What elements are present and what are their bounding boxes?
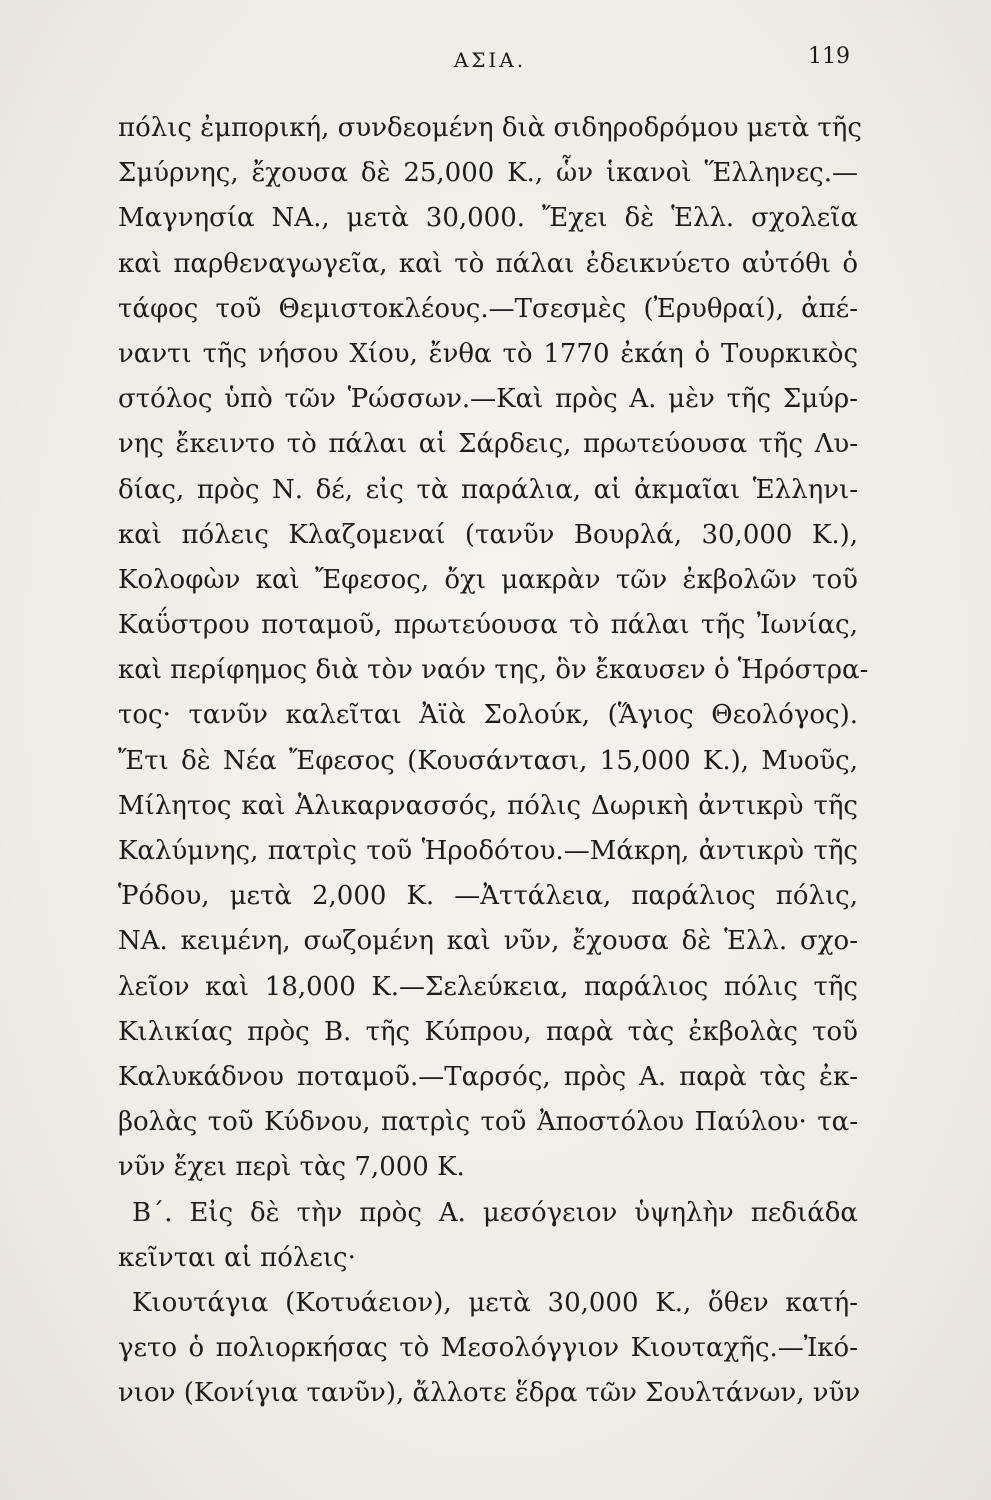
text-line: Κολοφὼν καὶ Ἔφεσος, ὄχι μακρὰν τῶν ἐκβολῶν τοῦ [118,564,858,595]
page-number: 119 [808,44,850,69]
text-line: Μαγνησία ΝΑ., μετὰ 30,000. Ἔχει δὲ Ἑλλ. σχολεῖα [118,203,858,234]
text-line: κεῖνται αἱ πόλεις· [118,1242,356,1273]
text-line: Κιουτάγια (Κοτυάειον), μετὰ 30,000 Κ., ὅθεν κατή- [132,1287,858,1318]
text-line: πόλις ἐμπορική, συνδεομένη διὰ σιδηροδρόμου μετὰ τῆς [118,113,862,143]
text-line: ναντι τῆς νήσου Χίου, ἔνθα τὸ 1770 ἐκάη ὁ Τουρκικὸς [118,338,858,369]
text-line: καὶ παρθεναγωγεῖα, καὶ τὸ πάλαι ἐδεικνύετο αὐτόθι ὁ [118,248,858,279]
text-line: στόλος ὑπὸ τῶν Ῥώσσων.—Καὶ πρὸς Α. μὲν τῆς Σμύρ- [118,384,858,415]
text-line: γετο ὁ πολιορκήσας τὸ Μεσολόγγιον Κιουταχῆς.—Ἰκό- [118,1333,858,1364]
text-line: Μίλητος καὶ Ἁλικαρνασσός, πόλις Δωρικὴ ἀντικρὺ τῆς [118,790,858,821]
text-line: τος· τανῦν καλεῖται Ἀϊὰ Σολούκ, (Ἅγιος Θεολόγος). [118,700,858,731]
running-head [130,40,850,80]
text-line: Καλύμνης, πατρὶς τοῦ Ἡροδότου.—Μάκρη, ἀντικρὺ τῆς [118,836,858,866]
text-line: Ἔτι δὲ Νέα Ἔφεσος (Κουσάντασι, 15,000 Κ.), Μυοῦς, [118,745,858,776]
text-line: Κιλικίας πρὸς Β. τῆς Κύπρου, παρὰ τὰς ἐκβολὰς τοῦ [118,1016,858,1047]
text-line: καὶ περίφημος διὰ τὸν ναόν της, ὃν ἔκαυσεν ὁ Ἡρόστρα- [118,655,869,686]
text-line: Σμύρνης, ἔχουσα δὲ 25,000 Κ., ὧν ἱκανοὶ Ἕλληνες.— [118,158,858,189]
text-line: καὶ πόλεις Κλαζομεναί (τανῦν Βουρλά, 30,000 Κ.), [118,519,858,550]
text-line: ΝΑ. κειμένη, σωζομένη καὶ νῦν, ἔχουσα δὲ Ἑλλ. σχο- [118,926,858,957]
text-line: νῦν ἔχει περὶ τὰς 7,000 Κ. [118,1152,465,1183]
text-line: βολὰς τοῦ Κύδνου, πατρὶς τοῦ Ἀποστόλου Παύλου· τα- [118,1107,858,1138]
text-line: Καΰστρου ποταμοῦ, πρωτεύουσα τὸ πάλαι τῆς Ἰωνίας, [118,610,858,641]
text-line: νης ἔκειντο τὸ πάλαι αἱ Σάρδεις, πρωτεύουσα τῆς Λυ- [118,429,858,460]
text-line: τάφος τοῦ Θεμιστοκλέους.—Τσεσμὲς (Ἐρυθραί), ἀπέ- [118,293,858,324]
text-line: Β΄. Εἰς δὲ τὴν πρὸς Α. μεσόγειον ὑψηλὴν πεδιάδα [132,1197,858,1228]
text-line: νιον (Κονίγια τανῦν), ἄλλοτε ἕδρα τῶν Σουλτάνων, νῦν [118,1378,861,1409]
text-line: Καλυκάδνου ποταμοῦ.—Ταρσός, πρὸς Α. παρὰ τὰς ἐκ- [118,1061,858,1092]
body-text [118,106,869,1416]
text-line: Ῥόδου, μετὰ 2,000 Κ. —Ἀττάλεια, παράλιος πόλις, [118,881,858,912]
running-head-title: ΑΣΙΑ. [453,48,527,72]
text-line: λεῖον καὶ 18,000 Κ.—Σελεύκεια, παράλιος πόλις τῆς [118,971,858,1002]
text-line: δίας, πρὸς Ν. δέ, εἰς τὰ παράλια, αἱ ἀκμαῖαι Ἑλληνι- [118,474,858,505]
